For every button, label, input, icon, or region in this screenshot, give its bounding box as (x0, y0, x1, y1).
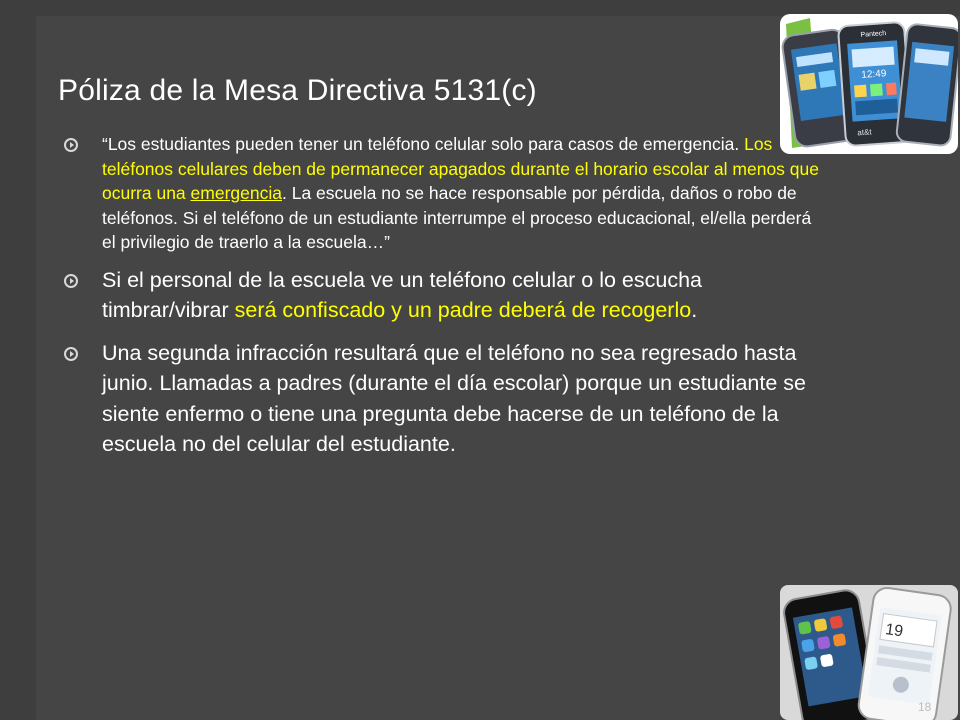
bullet-icon (64, 274, 78, 288)
phone-carrier-text: at&t (857, 127, 872, 138)
bullet2-highlight: será confiscado y un padre deberá de recogerlo (234, 298, 692, 322)
phone-time-text: 12:49 (860, 68, 887, 81)
bullet-list (64, 132, 824, 460)
bullet-icon (64, 138, 78, 152)
phone-date-text: 19 (884, 621, 905, 641)
bullet1-underlined: emergencia (190, 183, 282, 203)
bullet3-text: Una segunda infracción resultará que el teléfono no sea regresado hasta junio. Llamadas a padres (durante el día escolar) porque un estudiante se siente enfermo o tiene una pregunta debe hacerse de un teléfono de la escuela no del celular del estudiante. (102, 340, 806, 456)
bullet1-text-end: . La escuela no se hace responsable por pérdida, daños o robo de teléfonos. Si el teléfono de un estudiante interrumpe el proceso educacional, el/ella perderá el privilegio de traerlo a la escuela…” (102, 183, 812, 252)
phone-brand-text: Pantech (860, 30, 887, 39)
bullet1-text: “Los estudiantes pueden tener un teléfono celular solo para casos de emergencia. (102, 134, 745, 154)
bullet-policy-quote (64, 132, 824, 255)
bullet2-text-end: . (691, 298, 698, 322)
bullet-second-infraction (64, 338, 824, 460)
smartphones-image (780, 14, 958, 154)
bullet1-highlight: Los teléfonos celulares deben de permanecer apagados durante el horario escolar al menos que ocurra una (102, 134, 819, 203)
slide-title: Póliza de la Mesa Directiva 5131(c) (58, 74, 537, 107)
bullet-confiscation (64, 265, 824, 326)
bullet-icon (64, 347, 78, 361)
bullet2-text: Si el personal de la escuela ve un teléfono celular o lo escucha timbrar/vibrar (102, 267, 702, 322)
slide-number: 18 (918, 700, 932, 714)
